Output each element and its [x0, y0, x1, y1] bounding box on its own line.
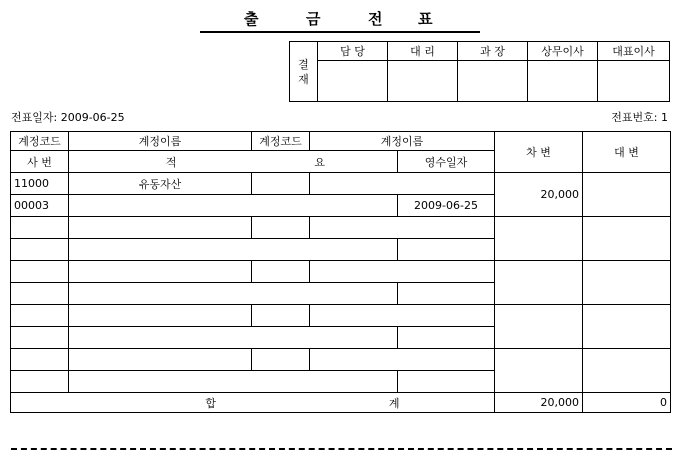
- entry-emp: [11, 327, 69, 349]
- total-credit: 0: [583, 393, 671, 413]
- cut-line: [11, 448, 672, 450]
- entry-code2: [252, 173, 310, 195]
- entry-code1: [11, 349, 69, 371]
- header-account-name-1: 계정이름: [69, 132, 252, 151]
- header-summary: [69, 151, 398, 173]
- approval-role-1: 담 당: [318, 42, 388, 61]
- approval-table: [289, 41, 670, 102]
- entry-summary: [69, 283, 398, 305]
- entry-emp: 00003: [11, 195, 69, 217]
- voucher-date: [11, 109, 125, 125]
- total-label-a: 합: [205, 396, 217, 410]
- entry-code1: [11, 217, 69, 239]
- entry-debit: [495, 261, 583, 305]
- entry-debit: 20,000: [495, 173, 583, 217]
- page-title: [200, 8, 480, 32]
- voucher-label: 전표번호:: [611, 111, 658, 124]
- entry-code2: [252, 217, 310, 239]
- entry-emp: [11, 239, 69, 261]
- date-label: 전표일자:: [11, 111, 58, 124]
- entry-receipt-date: 2009-06-25: [398, 195, 495, 217]
- entry-receipt-date: [398, 239, 495, 261]
- entry-name2: [310, 173, 495, 195]
- entry-summary: [69, 239, 398, 261]
- approval-role-3: 과 장: [458, 42, 528, 61]
- total-debit: 20,000: [495, 393, 583, 413]
- approval-side-top: 결: [298, 57, 309, 71]
- entry-summary: [69, 327, 398, 349]
- entry-code1: 11000: [11, 173, 69, 195]
- entry-credit: [583, 305, 671, 349]
- entry-debit: [495, 305, 583, 349]
- approval-role-5: 대표이사: [598, 42, 670, 61]
- entry-name2: [310, 349, 495, 371]
- approval-sign-5[interactable]: [598, 61, 670, 102]
- title-char-2: 금: [306, 10, 321, 28]
- entry-name2: [310, 217, 495, 239]
- entry-name1: [69, 305, 252, 327]
- total-label: [11, 393, 495, 413]
- date-value: 2009-06-25: [60, 111, 125, 124]
- approval-role-2: 대 리: [388, 42, 458, 61]
- header-summary-a: 적: [165, 155, 177, 169]
- entry-name1: [69, 217, 252, 239]
- entry-summary: [69, 195, 398, 217]
- header-receipt-date: 영수일자: [398, 151, 495, 173]
- approval-sign-4[interactable]: [528, 61, 598, 102]
- entry-name2: [310, 305, 495, 327]
- entry-code2: [252, 261, 310, 283]
- entry-name1: 유동자산: [69, 173, 252, 195]
- entry-receipt-date: [398, 283, 495, 305]
- voucher-number: [611, 109, 668, 125]
- header-debit: 차 변: [495, 132, 583, 173]
- entry-name1: [69, 261, 252, 283]
- title-char-1: 출: [244, 10, 259, 28]
- header-credit: 대 변: [583, 132, 671, 173]
- approval-sign-1[interactable]: [318, 61, 388, 102]
- approval-sign-3[interactable]: [458, 61, 528, 102]
- header-account-code-1: 계정코드: [11, 132, 69, 151]
- entry-debit: [495, 349, 583, 393]
- entry-code1: [11, 261, 69, 283]
- approval-side-label: [290, 42, 318, 102]
- header-summary-b: 요: [314, 155, 326, 169]
- approval-role-4: 상무이사: [528, 42, 598, 61]
- title-char-3: 전: [368, 10, 383, 28]
- header-account-name-2: 계정이름: [310, 132, 495, 151]
- voucher-table: [10, 131, 671, 413]
- entry-code1: [11, 305, 69, 327]
- entry-summary: [69, 371, 398, 393]
- entry-credit: [583, 349, 671, 393]
- total-label-b: 계: [388, 396, 400, 410]
- title-char-4: 표: [418, 10, 433, 28]
- entry-code2: [252, 305, 310, 327]
- approval-sign-2[interactable]: [388, 61, 458, 102]
- entry-receipt-date: [398, 327, 495, 349]
- title-underline: [200, 31, 480, 33]
- entry-credit: [583, 173, 671, 217]
- entry-credit: [583, 217, 671, 261]
- entry-receipt-date: [398, 371, 495, 393]
- header-account-code-2: 계정코드: [252, 132, 310, 151]
- entry-emp: [11, 283, 69, 305]
- entry-debit: [495, 217, 583, 261]
- entry-credit: [583, 261, 671, 305]
- entry-name1: [69, 349, 252, 371]
- entry-code2: [252, 349, 310, 371]
- entry-name2: [310, 261, 495, 283]
- entry-emp: [11, 371, 69, 393]
- voucher-value: 1: [661, 111, 668, 124]
- header-emp-no: 사 번: [11, 151, 69, 173]
- approval-side-bottom: 재: [298, 72, 309, 86]
